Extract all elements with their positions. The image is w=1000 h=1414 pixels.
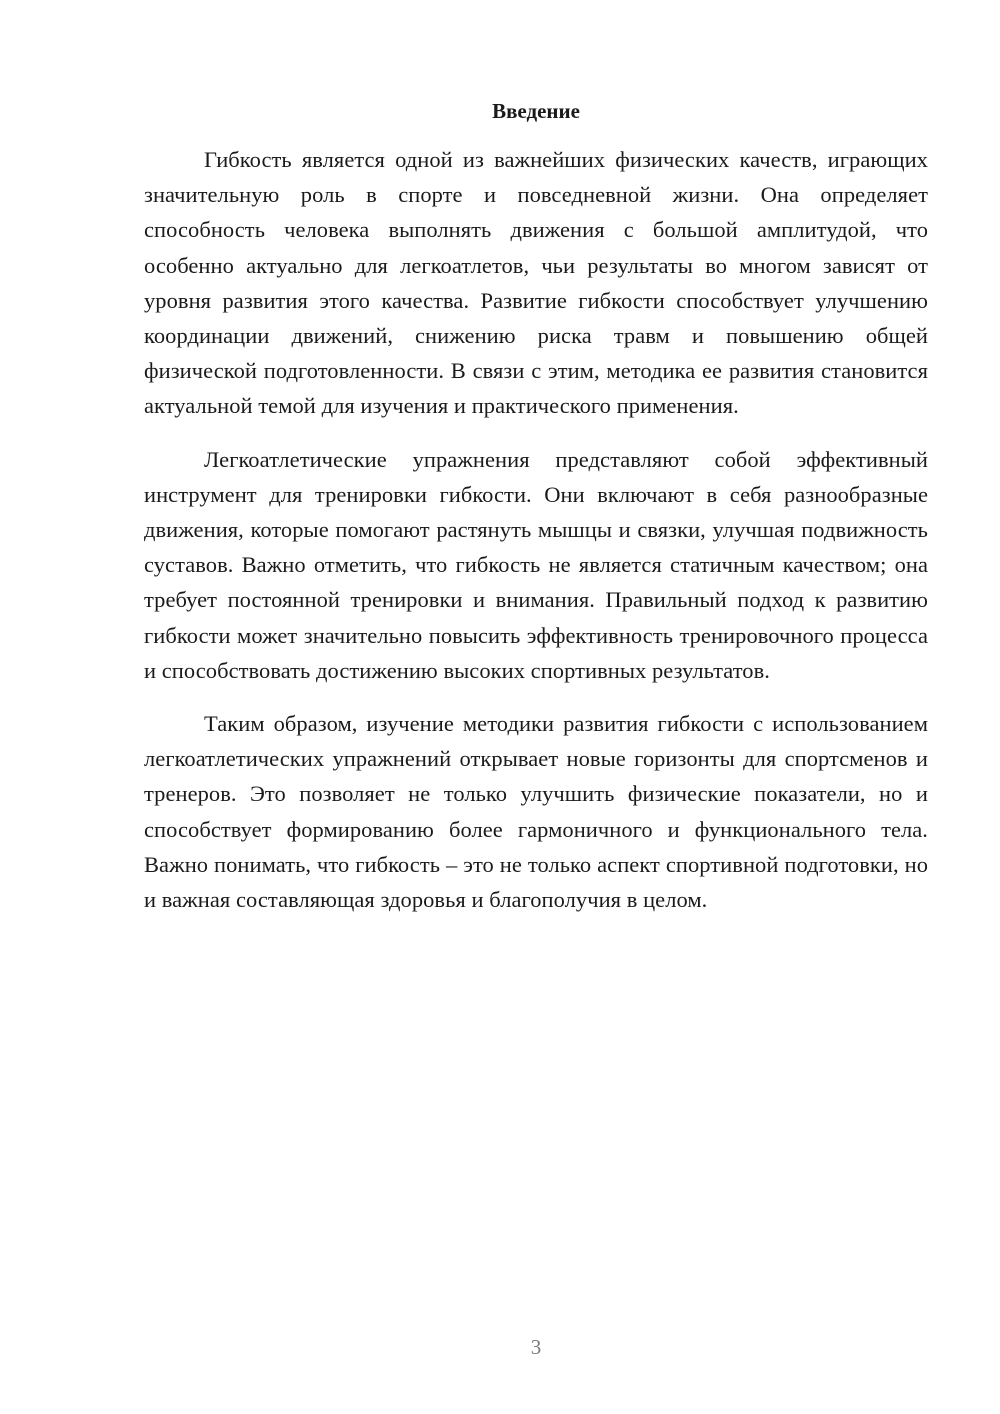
paragraph-2: Легкоатлетические упражнения представляют собой эффективный инструмент для тренировки гибкости. Они включают в себя разнообразные движения, которые помогают растянуть мышцы и связки, улучшая подвижность суставов. Важно отметить, что гибкость не является статичным качеством; она требует постоянной тренировки и внимания. Правильный подход к развитию гибкости может значительно повысить эффективность тренировочного процесса и способствовать достижению высоких спортивных результатов. xyxy=(144,446,928,683)
page-number: 3 xyxy=(530,1335,542,1359)
paragraph-3: Таким образом, изучение методики развития гибкости с использованием легкоатлетических упражнений открывает новые горизонты для спортсменов и тренеров. Это позволяет не только улучшить физические показатели, но и способствует формированию более гармоничного и функционального тела. Важно понимать, что гибкость – это не только аспект спортивной подготовки, но и важная составляющая здоровья и благополучия в целом. xyxy=(144,711,928,913)
section-heading: Введение xyxy=(492,99,580,123)
paragraph-1: Гибкость является одной из важнейших физических качеств, играющих значительную роль в спорте и повседневной жизни. Она определяет способность человека выполнять движения с большой амплитудой, что особенно актуально для легкоатлетов, чьи результаты во многом зависят от уровня развития этого качества. Развитие гибкости способствует улучшению координации движений, снижению риска травм и повышению общей физической подготовленности. В связи с этим, методика ее развития становится актуальной темой для изучения и практического применения. xyxy=(144,147,928,419)
body-text xyxy=(144,142,928,917)
